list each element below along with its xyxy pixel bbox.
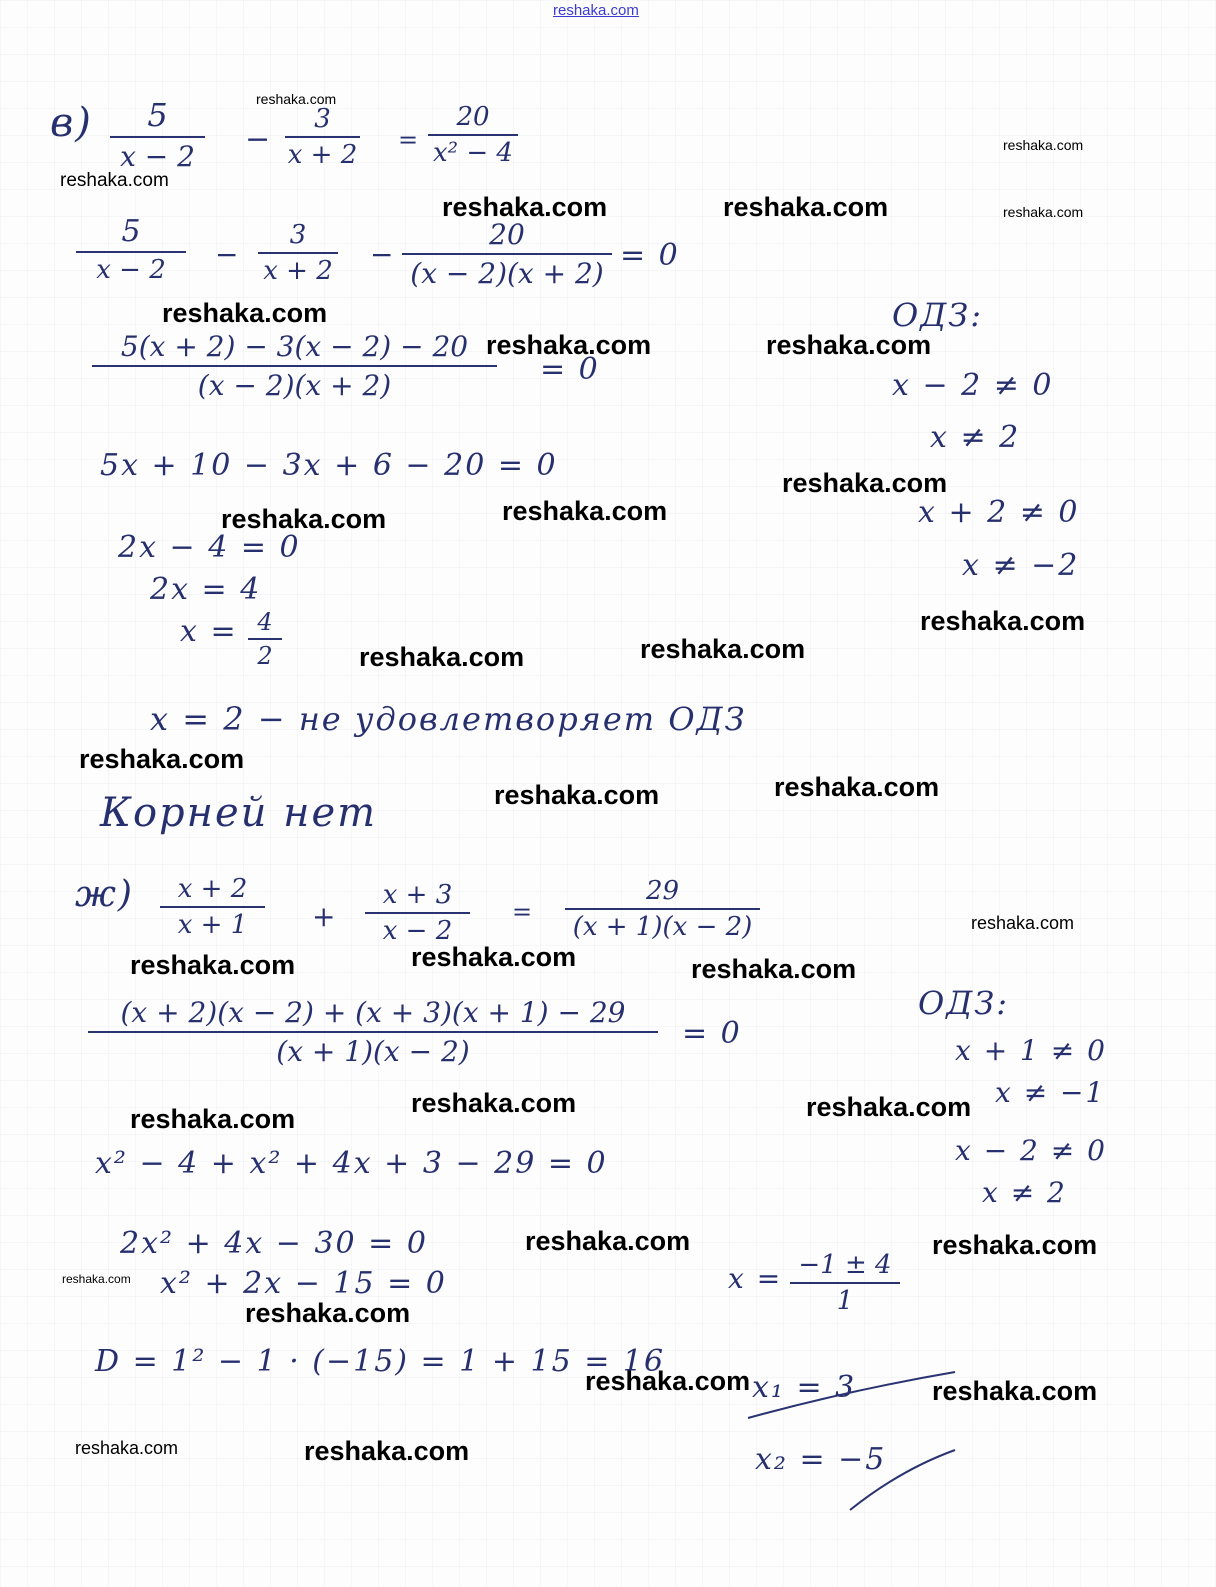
zh-line5: x² + 2x − 15 = 0	[160, 1266, 447, 1301]
watermark: reshaka.com	[502, 496, 668, 526]
watermark: reshaka.com	[494, 780, 660, 810]
watermark: reshaka.com	[411, 942, 577, 972]
v-line5: 2x − 4 = 0	[118, 530, 301, 565]
part-v-label: в)	[50, 100, 93, 146]
zh-line3: x² − 4 + x² + 4x + 3 − 29 = 0	[95, 1146, 608, 1181]
v-eq2-rhs: = 0	[620, 238, 680, 273]
zh-roots-lhs: x =	[728, 1262, 783, 1295]
watermark: reshaka.com	[162, 298, 328, 328]
watermark: reshaka.com	[221, 504, 387, 534]
watermark: reshaka.com	[932, 1230, 1098, 1260]
watermark: reshaka.com	[782, 468, 948, 498]
watermark: reshaka.com	[442, 192, 608, 222]
v-answer: Корней нет	[100, 790, 378, 836]
watermark: reshaka.com	[62, 1272, 131, 1286]
v-eq2-minus1: −	[215, 238, 241, 271]
zh-odz-l3: x − 2 ≠ 0	[955, 1134, 1107, 1167]
v-odz-l4: x ≠ −2	[962, 548, 1080, 583]
v-odz-l3: x + 2 ≠ 0	[918, 495, 1080, 530]
v-eq1-frac1: 5 x − 2	[110, 96, 205, 173]
watermark: reshaka.com	[971, 913, 1075, 933]
zh-odz-l4: x ≠ 2	[982, 1176, 1067, 1209]
zh-eq1-frac3: 29 (x + 1)(x − 2)	[565, 876, 760, 942]
watermark: reshaka.com	[79, 744, 245, 774]
x1-underline-stroke	[748, 1372, 955, 1418]
watermark: reshaka.com	[691, 954, 857, 984]
watermark: reshaka.com	[359, 642, 525, 672]
watermark: reshaka.com	[525, 1226, 691, 1256]
v-line4: 5x + 10 − 3x + 6 − 20 = 0	[100, 448, 558, 483]
v-eq1-minus: −	[245, 122, 273, 157]
watermark: reshaka.com	[774, 772, 940, 802]
watermark: reshaka.com	[256, 91, 337, 107]
zh-line4: 2x² + 4x − 30 = 0	[120, 1226, 428, 1261]
zh-line6: D = 1² − 1 · (−15) = 1 + 15 = 16	[95, 1344, 666, 1379]
v-odz-title: ОДЗ:	[892, 296, 983, 334]
v-line7-frac: 4 2	[248, 608, 282, 670]
site-link[interactable]: reshaka.com	[553, 2, 639, 19]
zh-eq2-frac: (x + 2)(x − 2) + (x + 3)(x + 1) − 29 (x + 1)(x − 2)	[88, 996, 658, 1068]
zh-x1: x₁ = 3	[752, 1370, 857, 1405]
watermark: reshaka.com	[766, 330, 932, 360]
v-eq2-frac1: 5 x − 2	[76, 214, 186, 285]
watermark: reshaka.com	[1003, 204, 1084, 220]
zh-odz-title: ОДЗ:	[918, 984, 1009, 1022]
v-eq3-frac: 5(x + 2) − 3(x − 2) − 20 (x − 2)(x + 2)	[92, 330, 497, 402]
watermark: reshaka.com	[130, 1104, 296, 1134]
v-eq3-rhs: = 0	[540, 352, 600, 387]
v-odz-l2: x ≠ 2	[930, 420, 1021, 455]
zh-roots-frac: −1 ± 4 1	[790, 1250, 900, 1316]
watermark: reshaka.com	[411, 1088, 577, 1118]
watermark: reshaka.com	[585, 1366, 751, 1396]
watermark: reshaka.com	[932, 1376, 1098, 1406]
v-line8: x = 2 − не удовлетворяет ОДЗ	[150, 700, 747, 738]
watermark: reshaka.com	[640, 634, 806, 664]
zh-odz-l2: x ≠ −1	[995, 1076, 1106, 1109]
v-eq1-frac2: 3 x + 2	[285, 104, 360, 170]
watermark: reshaka.com	[60, 170, 169, 191]
v-eq2-frac2: 3 x + 2	[258, 220, 338, 286]
v-eq1-frac3: 20 x² − 4	[428, 102, 518, 168]
zh-eq1-equals: =	[512, 898, 535, 926]
zh-eq1-plus: +	[312, 900, 338, 933]
v-eq1-equals: =	[398, 126, 421, 154]
v-line6: 2x = 4	[150, 572, 262, 607]
watermark: reshaka.com	[130, 950, 296, 980]
watermark: reshaka.com	[723, 192, 889, 222]
watermark: reshaka.com	[486, 330, 652, 360]
watermark: reshaka.com	[1003, 137, 1084, 153]
v-eq2-minus2: −	[370, 238, 396, 271]
zh-eq1-frac2: x + 3 x − 2	[365, 880, 470, 946]
zh-eq2-rhs: = 0	[682, 1016, 742, 1051]
zh-eq1-frac1: x + 2 x + 1	[160, 874, 265, 940]
v-line7-lhs: x =	[180, 614, 238, 649]
watermark: reshaka.com	[75, 1438, 179, 1458]
zh-x2: x₂ = −5	[755, 1442, 887, 1477]
watermark: reshaka.com	[245, 1298, 411, 1328]
watermark: reshaka.com	[920, 606, 1086, 636]
watermark: reshaka.com	[304, 1436, 470, 1466]
v-eq2-frac3: 20 (x − 2)(x + 2)	[402, 218, 612, 290]
zh-odz-l1: x + 1 ≠ 0	[955, 1034, 1107, 1067]
v-odz-l1: x − 2 ≠ 0	[892, 368, 1054, 403]
part-zh-label: ж)	[75, 874, 134, 915]
x2-underline-stroke	[850, 1450, 955, 1510]
watermark: reshaka.com	[806, 1092, 972, 1122]
